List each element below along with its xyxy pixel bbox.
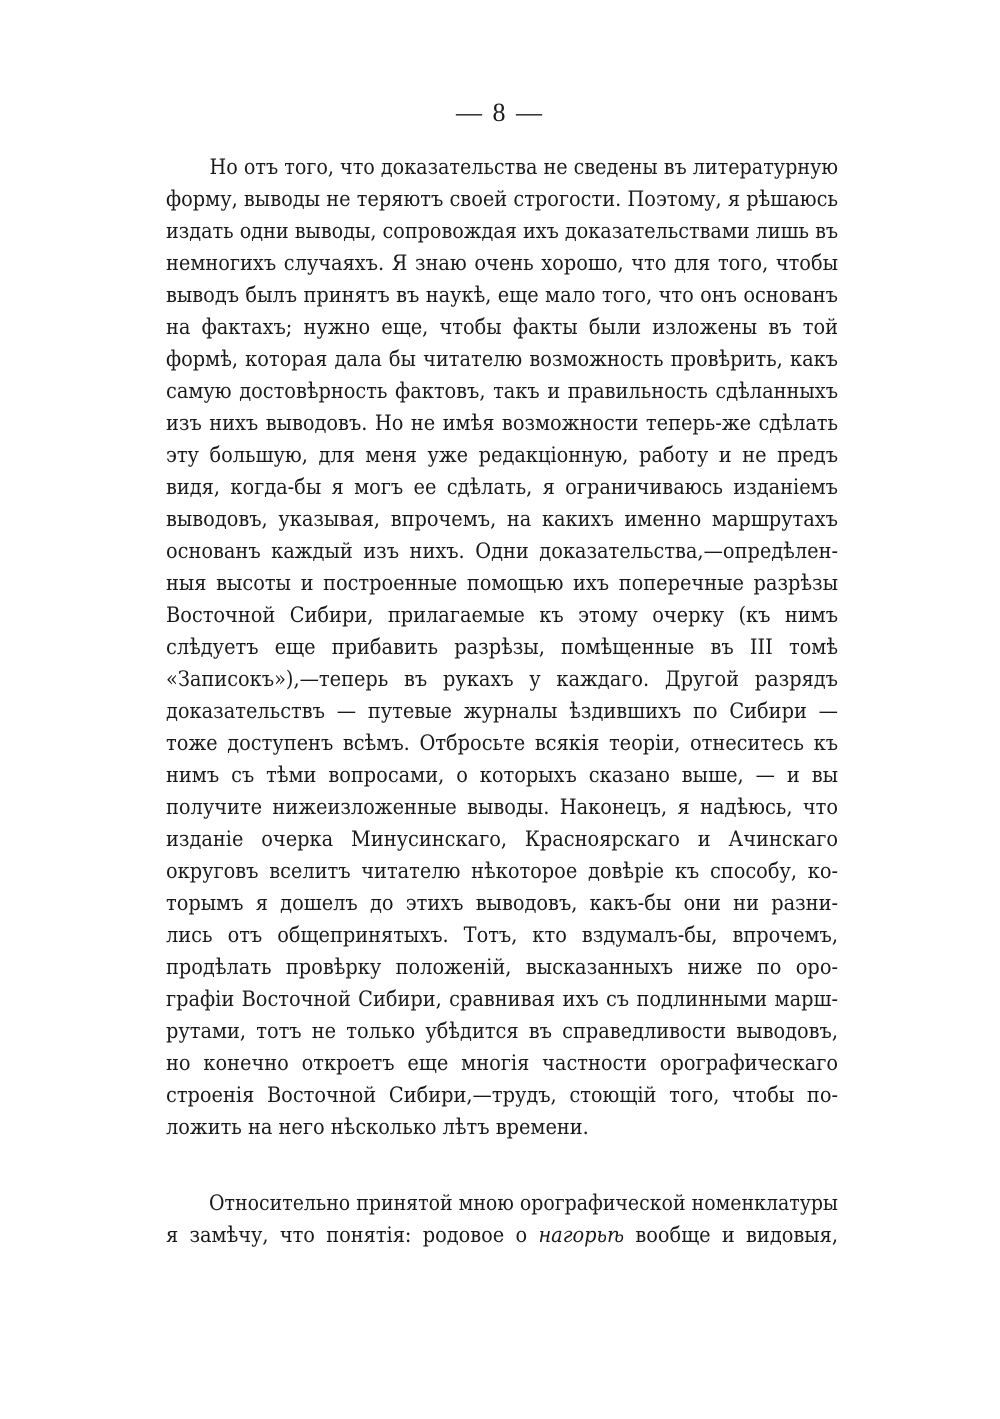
italic-term: нагорьѣ <box>538 1223 625 1248</box>
text-line: графіи Восточной Сибири, сравнивая ихъ съ подлинными марш- <box>166 987 838 1012</box>
text-line: тоже доступенъ всѣмъ. Отбросьте всякія теоріи, отнеситесь къ <box>166 731 838 756</box>
text-line: ныя высоты и построенные помощью ихъ поперечные разрѣзы <box>166 571 838 596</box>
text-segment: вообще и видовыя, <box>624 1223 838 1248</box>
text-line: форму, выводы не теряютъ своей строгости. Поэтому, я рѣшаюсь <box>166 187 838 212</box>
page-number: — 8 — <box>456 98 544 127</box>
text-line: изъ нихъ выводовъ. Но не имѣя возможности теперь-же сдѣлать <box>166 411 838 436</box>
text-line: «Записокъ»),—теперь въ рукахъ у каждаго. Другой разрядъ <box>166 667 838 692</box>
text-line: издать одни выводы, сопровождая ихъ доказательствами лишь въ <box>166 219 839 244</box>
text-line: на фактахъ; нужно еще, чтобы факты были изложены въ той <box>166 315 838 340</box>
text-line: продѣлать провѣрку положеній, высказанныхъ ниже по оро- <box>166 955 838 980</box>
text-line: ложить на него нѣсколько лѣтъ времени. <box>166 1115 589 1140</box>
text-line: изданіе очерка Минусинскаго, Красноярскаго и Ачинскаго <box>166 827 838 852</box>
paragraph-1 <box>166 152 838 1144</box>
paragraph-2 <box>166 1188 838 1252</box>
text-line: выводъ былъ принятъ въ наукѣ, еще мало того, что онъ основанъ <box>166 283 838 308</box>
text-line: округовъ вселитъ читателю нѣкоторое довѣріе къ способу, ко- <box>166 859 838 884</box>
text-line: формѣ, которая дала бы читателю возможность провѣрить, какъ <box>166 347 838 372</box>
text-line: выводовъ, указывая, впрочемъ, на какихъ именно маршрутахъ <box>166 507 838 532</box>
text-line: видя, когда-бы я могъ ее сдѣлать, я ограничиваюсь изданіемъ <box>166 475 838 500</box>
text-line: Восточной Сибири, прилагаемые къ этому очерку (къ нимъ <box>166 603 838 628</box>
text-line: эту большую, для меня уже редакціонную, работу и не предъ <box>166 443 838 468</box>
text-line: рутами, тотъ не только убѣдится въ справедливости выводовъ, <box>166 1019 838 1044</box>
text-line: Но отъ того, что доказательства не сведены въ литературную <box>209 155 838 180</box>
text-line: немногихъ случаяхъ. Я знаю очень хорошо, что для того, чтобы <box>166 251 838 276</box>
text-line: но конечно откроетъ еще многія частности орографическаго <box>166 1051 838 1076</box>
text-line: лись отъ общепринятыхъ. Тотъ, кто вздумалъ-бы, впрочемъ, <box>166 923 838 948</box>
text-line: Относительно принятой мною орографической номенклатуры <box>209 1191 838 1216</box>
text-line: основанъ каждый изъ нихъ. Одни доказательства,—опредѣлен- <box>166 539 838 564</box>
text-line: самую достовѣрность фактовъ, такъ и правильность сдѣланныхъ <box>166 379 838 404</box>
text-line: доказательствъ — путевые журналы ѣздившихъ по Сибири — <box>166 699 838 724</box>
text-line: слѣдуетъ еще прибавить разрѣзы, помѣщенные въ III томѣ <box>166 635 838 660</box>
text-line: торымъ я дошелъ до этихъ выводовъ, какъ-бы они ни разни- <box>166 891 838 916</box>
text-line: получите нижеизложенные выводы. Наконецъ, я надѣюсь, что <box>166 795 838 820</box>
text-segment: я замѣчу, что понятія: родовое о <box>166 1223 539 1248</box>
text-line: строенія Восточной Сибири,—трудъ, стоющій того, чтобы по- <box>166 1083 838 1108</box>
text-line: нимъ съ тѣми вопросами, о которыхъ сказано выше, — и вы <box>166 763 838 788</box>
text-line-with-italic <box>166 1220 838 1252</box>
